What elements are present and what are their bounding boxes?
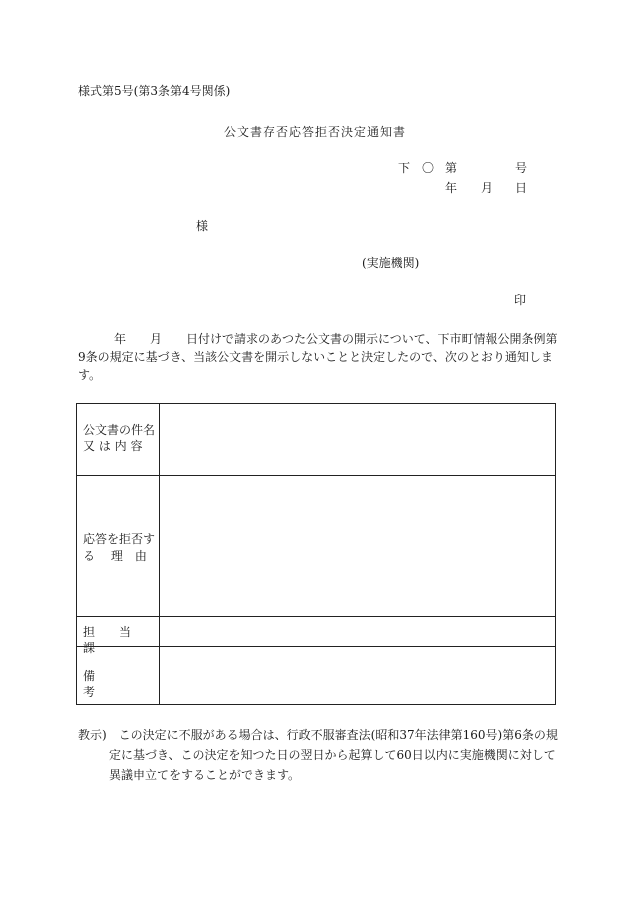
- note-line: 定に基づき、この決定を知つた日の翌日から起算して60日以内に実施機関に対して: [109, 748, 556, 762]
- seal-mark: 印: [514, 293, 527, 307]
- table-label-cell: [77, 617, 160, 655]
- table-label-line: 公文書の件名: [83, 423, 156, 437]
- details-table: [76, 403, 556, 705]
- table-label-line: 備 考: [83, 669, 156, 699]
- note-line: 教示) この決定に不服がある場合は、行政不服審査法(昭和37年法律第160号)第6条の規: [78, 728, 558, 742]
- document-number-go: 号: [515, 161, 528, 175]
- table-row-reason: [77, 475, 555, 616]
- addressee-suffix: 様: [196, 219, 209, 233]
- table-label-line: 担 当 課: [83, 625, 156, 655]
- table-label-cell: [77, 404, 160, 475]
- document-title: 公文書存否応答拒否決定通知書: [223, 125, 406, 139]
- table-row-department: [77, 616, 555, 655]
- date-year-label: 年: [445, 181, 458, 195]
- appeal-instruction: [78, 725, 558, 785]
- date-day-label: 日: [515, 181, 528, 195]
- note-line: 異議申立てをすることができます。: [109, 768, 301, 782]
- table-label-cell: [77, 647, 160, 704]
- table-row-remarks: [77, 646, 555, 704]
- table-label-line: 又 は 内 容: [83, 439, 143, 453]
- table-label-line: 応答を拒否す: [83, 532, 156, 546]
- body-line: 年 月 日付けで請求のあつた公文書の開示について、下市町情報公開条例第: [78, 332, 558, 346]
- form-number-label: 様式第5号(第3条第4号関係): [78, 84, 231, 98]
- table-label-cell: [77, 476, 160, 616]
- body-line: す。: [78, 368, 102, 382]
- document-number-dai: 第: [445, 161, 458, 175]
- document-number-prefix: 下 〇: [398, 161, 435, 175]
- notification-body: [78, 330, 556, 384]
- body-line: 9条の規定に基づき、当該公文書を開示しないことと決定したので、次のとおり通知しま: [78, 350, 553, 364]
- date-month-label: 月: [481, 181, 494, 195]
- table-row-subject: [77, 404, 555, 475]
- table-label-line: る 理 由: [83, 549, 147, 563]
- implementing-agency-label: (実施機関): [362, 256, 420, 270]
